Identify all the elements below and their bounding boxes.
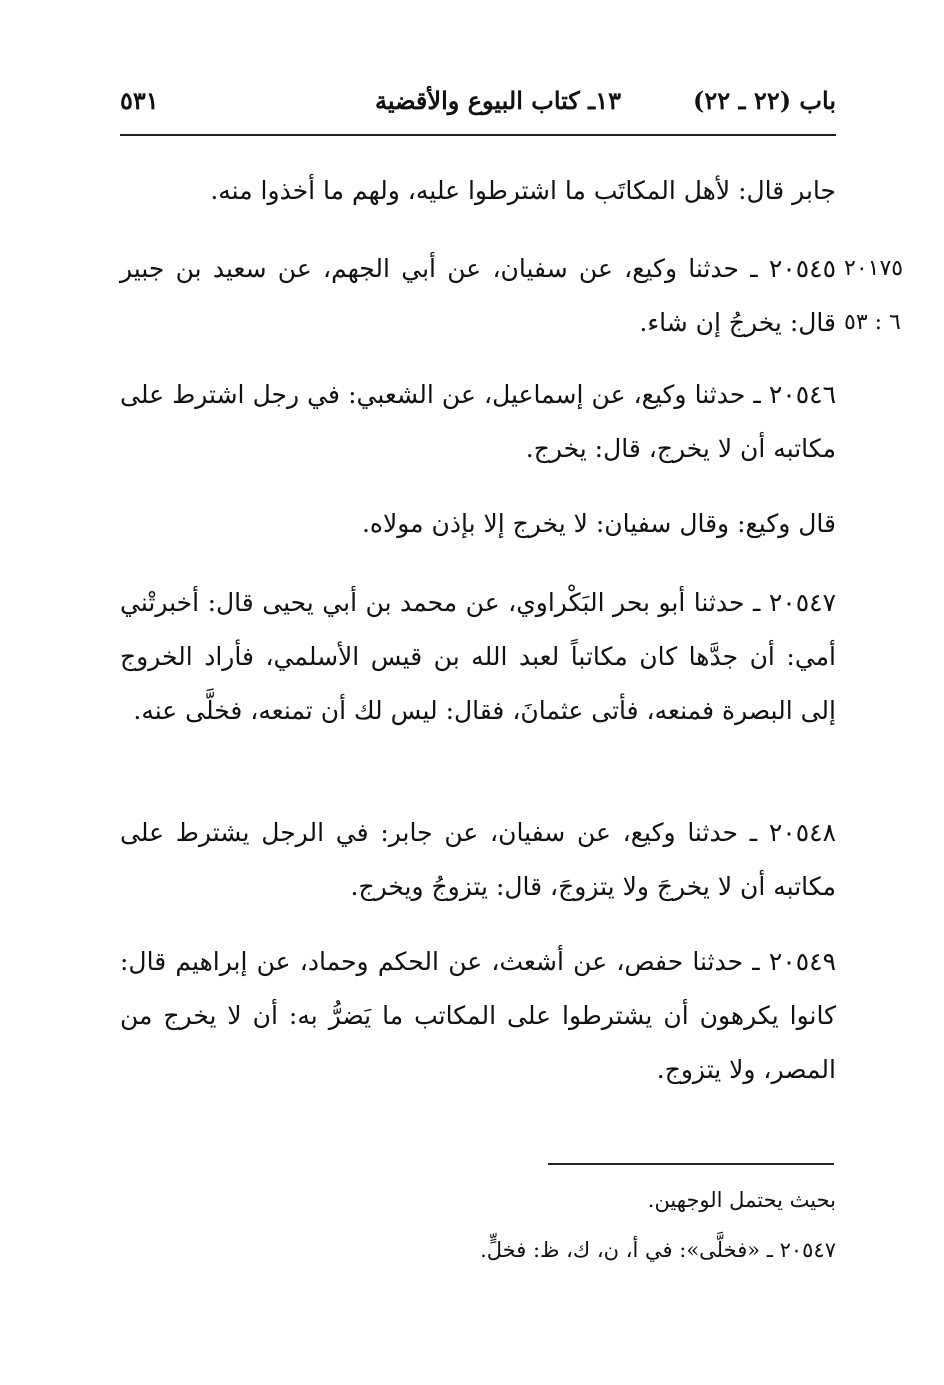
running-header bbox=[120, 86, 836, 126]
page-number: ٥٣١ bbox=[120, 86, 159, 115]
footnote-continuation: بحيث يحتمل الوجهين. bbox=[647, 1188, 836, 1212]
hadith-20546: ٢٠٥٤٦ ـ حدثنا وكيع، عن إسماعيل، عن الشعبي: في رجل اشترط على مكاتبه أن لا يخرج، قال: يخرج. bbox=[120, 380, 836, 463]
hadith-20549: ٢٠٥٤٩ ـ حدثنا حفص، عن أشعث، عن الحكم وحماد، عن إبراهيم قال: كانوا يكرهون أن يشترطوا على المكاتب ما يَضرُّ به: أن لا يخرج من المصر، ولا يتزوج. bbox=[120, 947, 836, 1084]
chapter-title: باب (٢٢ ـ ٢٢) bbox=[693, 86, 836, 115]
hadith-20545: ٢٠٥٤٥ ـ حدثنا وكيع، عن سفيان، عن أبي الجهم، عن سعيد بن جبير قال: يخرجُ إن شاء. bbox=[120, 254, 836, 337]
paragraph-continuation: جابر قال: لأهل المكاتَب ما اشترطوا عليه، ولهم ما أخذوا منه. bbox=[210, 176, 836, 205]
margin-note-volume-page: ٦ : ٥٣ bbox=[844, 310, 901, 335]
waki-statement: قال وكيع: وقال سفيان: لا يخرج إلا بإذن مولاه. bbox=[361, 509, 836, 538]
hadith-20547: ٢٠٥٤٧ ـ حدثنا أبو بحر البَكْراوي، عن محمد بن أبي يحيى قال: أخبرتْني أمي: أن جدَّها كان مكاتباً لعبد الله بن قيس الأسلمي، فأراد الخروج إلى البصرة فمنعه، فأتى عثمانَ، فقال: ليس لك أن تمنعه، فخلَّى عنه. bbox=[120, 588, 836, 725]
book-title: ١٣ـ كتاب البيوع والأقضية bbox=[375, 86, 621, 115]
header-rule bbox=[120, 134, 836, 136]
hadith-20548: ٢٠٥٤٨ ـ حدثنا وكيع، عن سفيان، عن جابر: في الرجل يشترط على مكاتبه أن لا يخرجَ ولا يتزوجَ، قال: يتزوجُ ويخرج. bbox=[120, 818, 836, 901]
margin-note-ref-number: ٢٠١٧٥ bbox=[844, 256, 904, 281]
footnote-20547: ٢٠٥٤٧ ـ «فخلَّى»: في أ، ن، ك، ظ: فخلٍّ. bbox=[480, 1238, 836, 1262]
footnote-rule bbox=[548, 1163, 834, 1165]
